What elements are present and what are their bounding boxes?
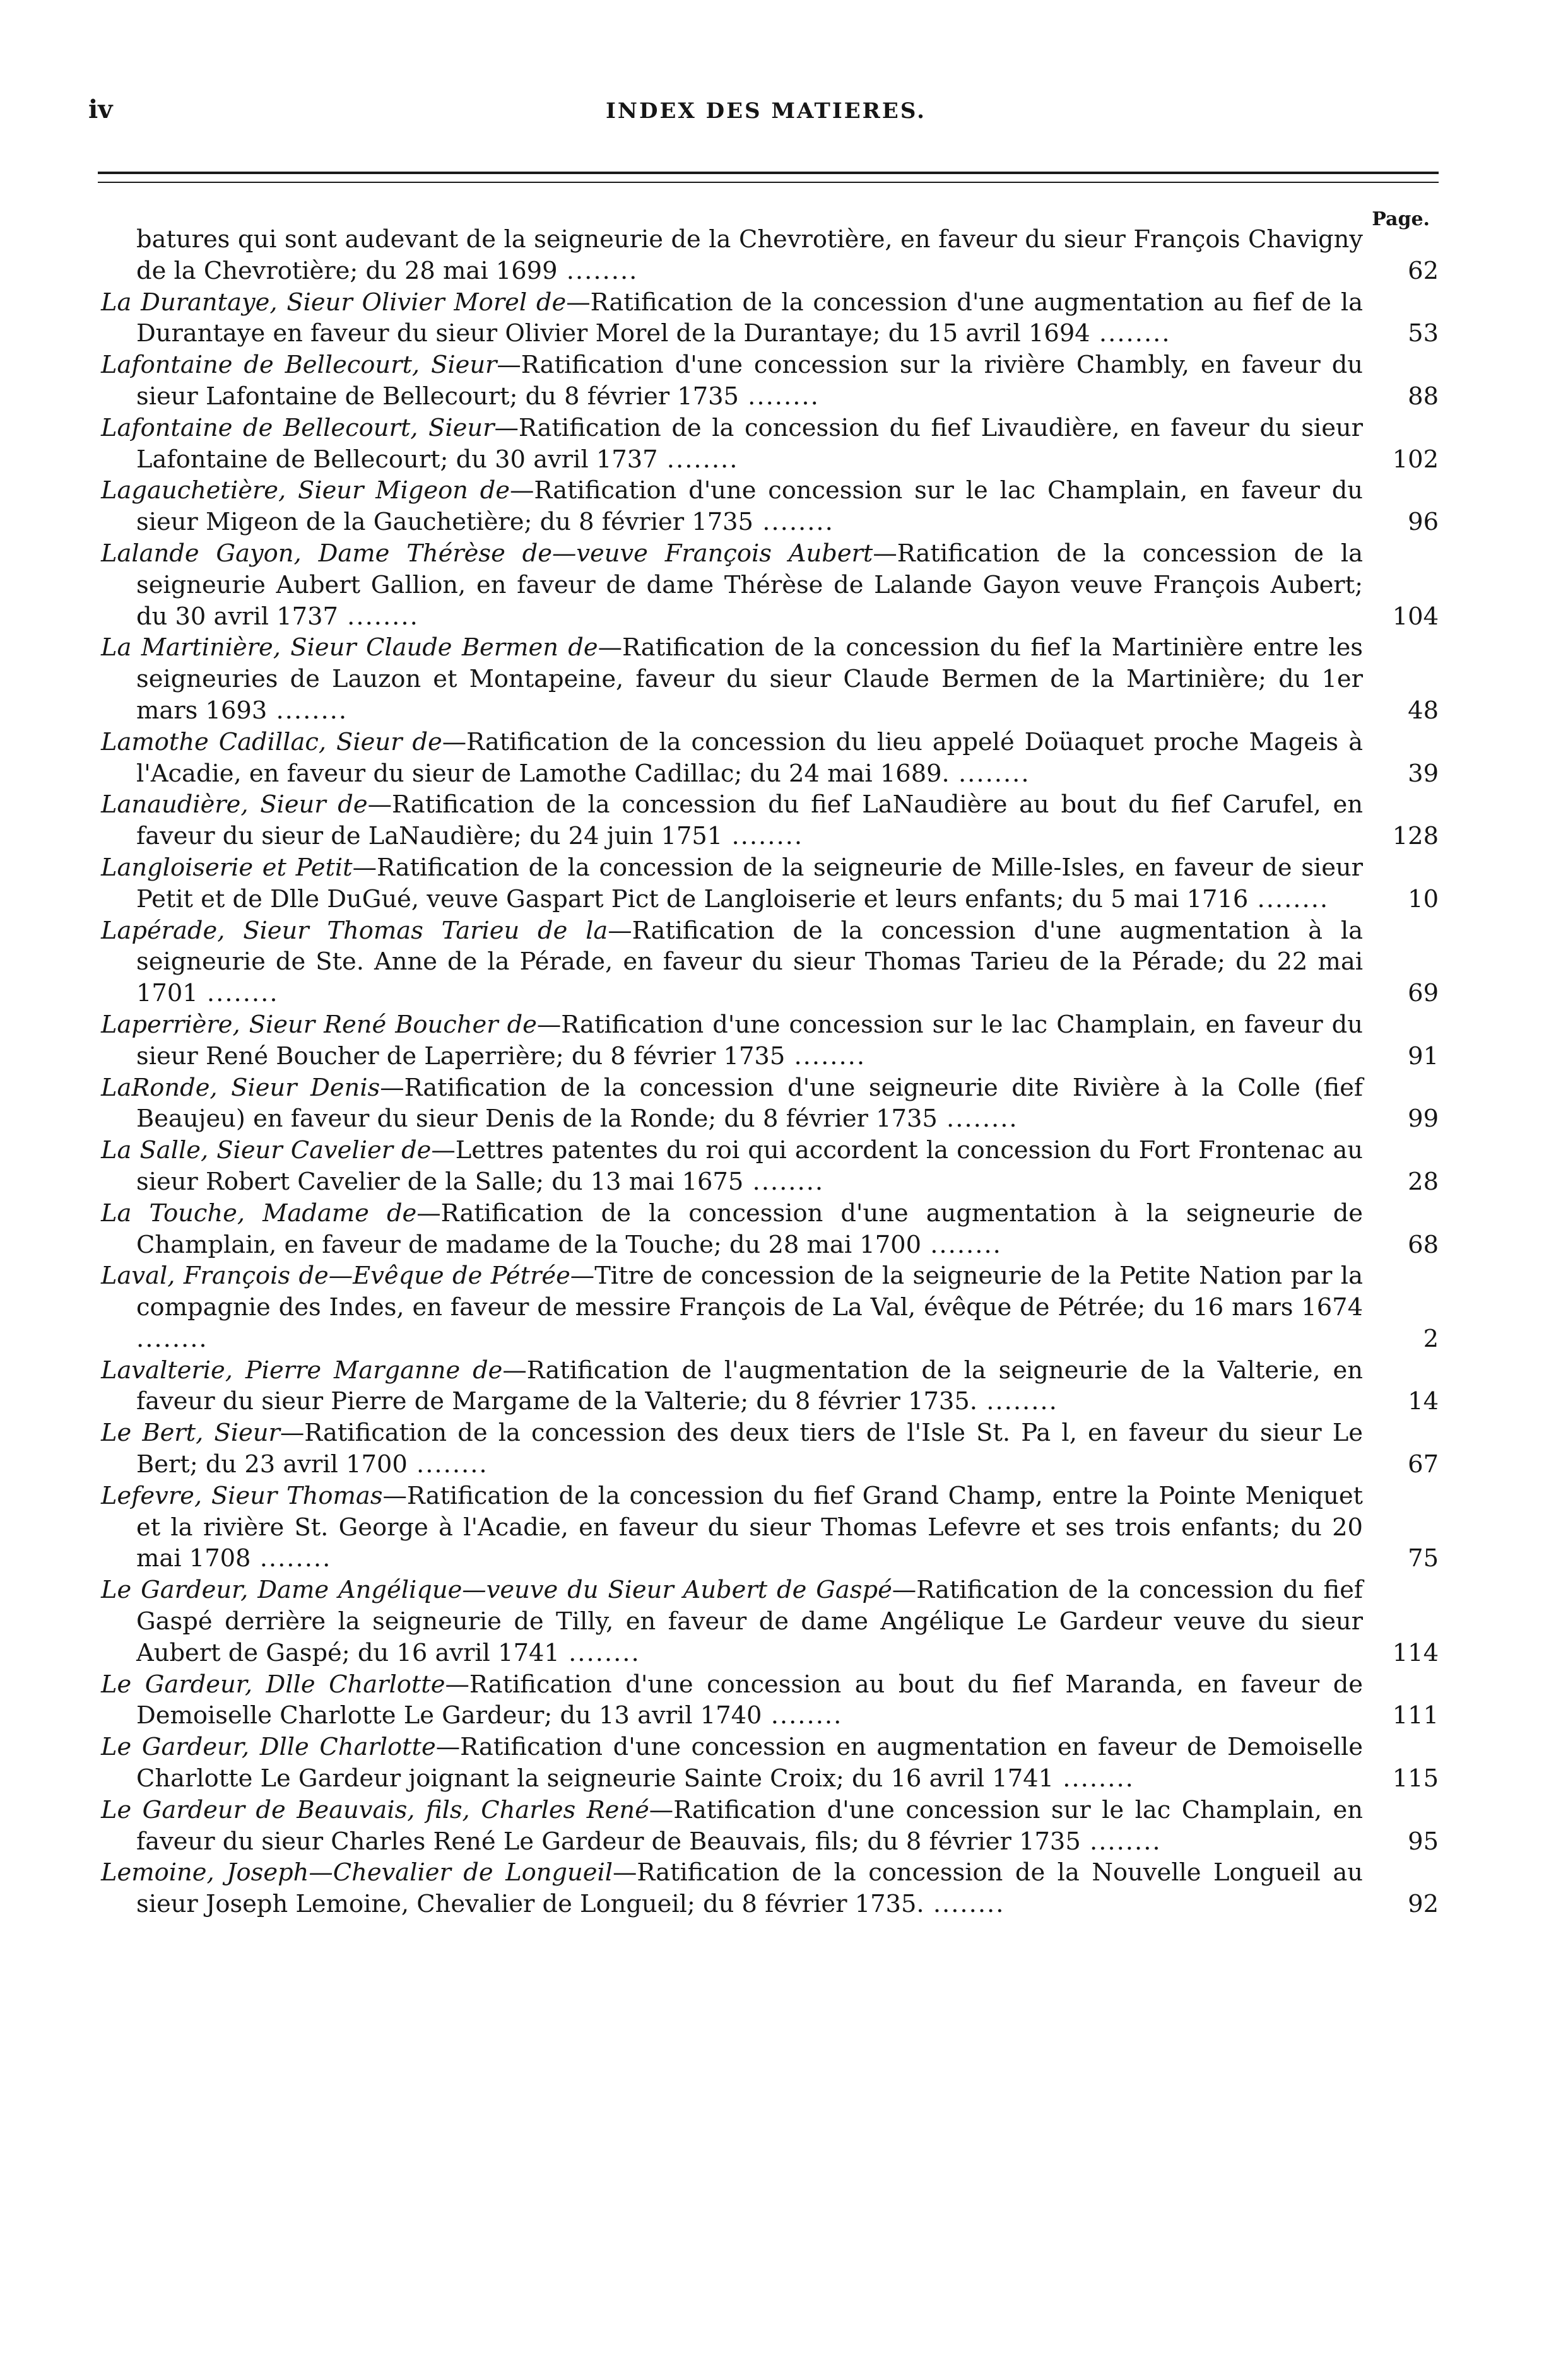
- entry-heading: Le Gardeur, Dlle Charlotte: [101, 1733, 436, 1762]
- entry-text: —Titre de concession de la seigneurie de la Petite Nation par la compagnie des Indes, en faveur de messire François de La Val, évêque de Pétrée; du 16 mars 1674: [136, 1262, 1363, 1322]
- dot-leader: ........: [924, 1890, 1005, 1919]
- running-title: INDEX DES MATIERES.: [606, 98, 927, 124]
- dot-leader: ........: [267, 696, 348, 725]
- dot-leader: ........: [762, 1701, 843, 1730]
- entry-heading: Le Gardeur, Dame Angélique—veuve du Sieur Aubert de Gaspé: [101, 1576, 892, 1605]
- entry-text: —Ratification d'une concession au bout du fief Maranda, en faveur de Demoiselle Charlotte Le Gardeur; du 13 avril 1740: [136, 1670, 1363, 1730]
- entry-page-number: 14: [1408, 1387, 1439, 1416]
- entry-text: —Ratification d'une concession en augmentation en faveur de Demoiselle Charlotte Le Gardeur joignant la seigneurie Sainte Croix; du 16 avril 1741: [136, 1733, 1363, 1793]
- entry-text: —Ratification de la concession du fief la Martinière entre les seigneuries de Lauzon et Montapeine, faveur du sieur Claude Bermen de la Martinière; du 1er mars 1693: [136, 633, 1364, 725]
- index-entry: [101, 1009, 1439, 1072]
- entry-page-number: 69: [1408, 979, 1439, 1008]
- index-entry: [101, 1198, 1439, 1261]
- dot-leader: ........: [1090, 319, 1171, 348]
- entry-text: —Ratification de la concession d'une augmentation à la seigneurie de Ste. Anne de la Pérade, en faveur du sieur Thomas Tarieu de la Pérade; du 22 mai 1701: [136, 916, 1363, 1008]
- dot-leader: ........: [937, 1105, 1018, 1134]
- entry-text: —Ratification de la concession du lieu appelé Doüaquet proche Mageis à l'Acadie, en faveur du sieur de Lamothe Cadillac; du 24 mai 1689.: [136, 727, 1363, 788]
- entry-page-number: 2: [1423, 1324, 1439, 1353]
- index-entry: [101, 349, 1439, 413]
- entry-text: —Lettres patentes du roi qui accordent la concession du Fort Frontenac au sieur Robert Cavelier de la Salle; du 13 mai 1675: [136, 1136, 1363, 1196]
- entry-page-number: 67: [1408, 1450, 1439, 1479]
- entry-page-number: 28: [1408, 1167, 1439, 1196]
- entry-heading: Lalande Gayon, Dame Thérèse de—veuve François Aubert: [101, 539, 873, 568]
- header-rule: [98, 172, 1439, 183]
- index-entry: [101, 287, 1439, 350]
- entry-text: —Ratification d'une concession sur le lac Champlain, en faveur du sieur Charles René Le Gardeur de Beauvais, fils; du 8 février 1735: [136, 1795, 1363, 1856]
- entry-heading: Lanaudière, Sieur de: [101, 790, 368, 819]
- index-entry: [101, 915, 1439, 1009]
- entry-heading: Le Gardeur, Dlle Charlotte: [101, 1670, 445, 1699]
- entry-page-number: 10: [1408, 884, 1439, 913]
- entry-text: —Ratification de l'augmentation de la seigneurie de la Valterie, en faveur du sieur Pierre de Margame de la Valterie; du 8 février 1735.: [136, 1356, 1363, 1416]
- entry-heading: Lagauchetière, Sieur Migeon de: [101, 476, 510, 505]
- entry-page-number: 114: [1392, 1638, 1439, 1667]
- index-entry: [101, 1417, 1439, 1480]
- entry-page-number: 88: [1408, 382, 1439, 411]
- index-entry: [101, 1669, 1439, 1732]
- entry-heading: Lefevre, Sieur Thomas: [101, 1481, 383, 1510]
- entry-heading: Lamothe Cadillac, Sieur de: [101, 727, 442, 756]
- dot-leader: ........: [1248, 884, 1329, 913]
- entry-heading: La Martinière, Sieur Claude Bermen de: [101, 633, 598, 662]
- entry-heading: Langloiserie et Petit: [101, 853, 353, 882]
- entry-text: —Ratification de la concession d'une augmentation à la seigneurie de Champlain, en faveur de madame de la Touche; du 28 mai 1700: [136, 1199, 1363, 1259]
- entry-page-number: 68: [1408, 1230, 1439, 1259]
- entry-text: —Ratification de la concession d'une augmentation au fief de la Durantaye en faveur du sieur Olivier Morel de la Durantaye; du 15 avril 1694: [136, 288, 1363, 348]
- index-entry: [101, 224, 1439, 287]
- index-entry: [101, 538, 1439, 632]
- index-entry: [101, 632, 1439, 726]
- entry-page-number: 92: [1408, 1890, 1439, 1919]
- index-entry: [101, 1480, 1439, 1574]
- entry-page-number: 39: [1408, 759, 1439, 788]
- entry-heading: Laval, François de—Evêque de Pétrée: [101, 1262, 570, 1291]
- entry-page-number: 48: [1408, 696, 1439, 725]
- entry-heading: Lemoine, Joseph—Chevalier de Longueil: [101, 1858, 613, 1887]
- dot-leader: ........: [559, 1638, 640, 1667]
- page-column-label: Page.: [1372, 208, 1430, 230]
- entry-page-number: 111: [1392, 1701, 1439, 1730]
- dot-leader: ........: [250, 1544, 332, 1573]
- entry-text: —Ratification de la concession du fief LaNaudière au bout du fief Carufel, en faveur du sieur de LaNaudière; du 24 juin 1751: [136, 790, 1363, 851]
- index-entry: [101, 1857, 1439, 1920]
- dot-leader: ........: [557, 256, 639, 285]
- entry-text: —Ratification d'une concession sur le lac Champlain, en faveur du sieur Migeon de la Gauchetière; du 8 février 1735: [136, 476, 1363, 537]
- entry-page-number: 62: [1408, 256, 1439, 285]
- entry-heading: La Salle, Sieur Cavelier de: [101, 1136, 432, 1165]
- entry-page-number: 96: [1408, 508, 1439, 537]
- entry-text: —Ratification de la concession de la Nouvelle Longueil au sieur Joseph Lemoine, Chevalier de Longueil; du 8 février 1735.: [136, 1858, 1363, 1919]
- entry-page-number: 102: [1392, 445, 1439, 474]
- dot-leader: ........: [738, 382, 820, 411]
- dot-leader: ........: [1080, 1827, 1162, 1856]
- index-entries: [101, 224, 1439, 1920]
- dot-leader: ........: [949, 759, 1030, 788]
- entry-heading: Lafontaine de Bellecourt, Sieur: [101, 351, 497, 380]
- dot-leader: ........: [785, 1041, 866, 1070]
- dot-leader: ........: [722, 822, 804, 851]
- dot-leader: ........: [407, 1450, 488, 1479]
- dot-leader: ........: [136, 1324, 208, 1353]
- entry-page-number: 91: [1408, 1041, 1439, 1070]
- entry-page-number: 53: [1408, 319, 1439, 348]
- entry-text: —Ratification d'une concession sur la rivière Chambly, en faveur du sieur Lafontaine de Bellecourt; du 8 février 1735: [136, 351, 1363, 411]
- entry-heading: Le Bert, Sieur: [101, 1419, 280, 1448]
- entry-heading: Lapérade, Sieur Thomas Tarieu de la: [101, 916, 608, 945]
- page-number: iv: [88, 95, 113, 124]
- index-entry: [101, 413, 1439, 476]
- dot-leader: ........: [657, 445, 739, 474]
- index-entry: [101, 852, 1439, 915]
- index-entry: [101, 1135, 1439, 1198]
- entry-page-number: 75: [1408, 1544, 1439, 1573]
- entry-heading: Laperrière, Sieur René Boucher de: [101, 1010, 537, 1039]
- entry-page-number: 95: [1408, 1827, 1439, 1856]
- entry-heading: Lafontaine de Bellecourt, Sieur: [101, 413, 495, 442]
- dot-leader: ........: [977, 1387, 1058, 1416]
- entry-heading: LaRonde, Sieur Denis: [101, 1073, 380, 1102]
- index-entry: [101, 727, 1439, 790]
- dot-leader: ........: [1054, 1764, 1135, 1793]
- index-entry: [101, 1260, 1439, 1354]
- dot-leader: ........: [743, 1167, 825, 1196]
- entry-text: —Ratification d'une concession sur le lac Champlain, en faveur du sieur René Boucher de Laperrière; du 8 février 1735: [136, 1010, 1363, 1070]
- entry-text: —Ratification de la concession de la seigneurie Aubert Gallion, en faveur de dame Thérèse de Lalande Gayon veuve François Aubert; du 30 avril 1737: [136, 539, 1363, 631]
- index-entry: [101, 1732, 1439, 1795]
- entry-text: batures qui sont audevant de la seigneurie de la Chevrotière, en faveur du sieur François Chavigny de la Chevrotière; du 28 mai 1699: [136, 225, 1363, 285]
- entry-heading: La Durantaye, Sieur Olivier Morel de: [101, 288, 567, 317]
- entry-text: —Ratification de la concession d'une seigneurie dite Rivière à la Colle (fief Beaujeu) en faveur du sieur Denis de la Ronde; du 8 février 1735: [136, 1073, 1364, 1134]
- index-entry: [101, 475, 1439, 538]
- page-header: [88, 95, 1367, 132]
- index-entry: [101, 1574, 1439, 1668]
- index-entry: [101, 1795, 1439, 1858]
- entry-heading: La Touche, Madame de: [101, 1199, 417, 1228]
- index-entry: [101, 1072, 1439, 1135]
- dot-leader: ........: [197, 979, 279, 1008]
- entry-page-number: 115: [1392, 1764, 1439, 1793]
- entry-text: —Ratification de la concession du fief Grand Champ, entre la Pointe Meniquet et la rivière St. George à l'Acadie, en faveur du sieur Thomas Lefevre et ses trois enfants; du 20 mai 1708: [136, 1481, 1363, 1573]
- entry-heading: Le Gardeur de Beauvais, fils, Charles René: [101, 1795, 649, 1824]
- index-entry: [101, 1355, 1439, 1418]
- dot-leader: ........: [338, 602, 419, 631]
- entry-text: —Ratification de la concession du fief Livaudière, en faveur du sieur Lafontaine de Bellecourt; du 30 avril 1737: [136, 413, 1364, 474]
- entry-heading: Lavalterie, Pierre Marganne de: [101, 1356, 503, 1385]
- entry-page-number: 128: [1392, 822, 1439, 851]
- entry-text: —Ratification de la concession du fief Gaspé derrière la seigneurie de Tilly, en faveur de dame Angélique Le Gardeur veuve du sieur Aubert de Gaspé; du 16 avril 1741: [136, 1576, 1363, 1667]
- dot-leader: ........: [753, 508, 834, 537]
- entry-page-number: 99: [1408, 1105, 1439, 1134]
- entry-page-number: 104: [1392, 602, 1439, 631]
- entry-text: —Ratification de la concession de la seigneurie de Mille-Isles, en faveur de sieur Petit et de Dlle DuGué, veuve Gaspart Pict de Langloiserie et leurs enfants; du 5 mai 1716: [136, 853, 1363, 913]
- index-entry: [101, 789, 1439, 852]
- dot-leader: ........: [921, 1230, 1002, 1259]
- entry-text: —Ratification de la concession des deux tiers de l'Isle St. Pa l, en faveur du sieur Le Bert; du 23 avril 1700: [136, 1419, 1363, 1479]
